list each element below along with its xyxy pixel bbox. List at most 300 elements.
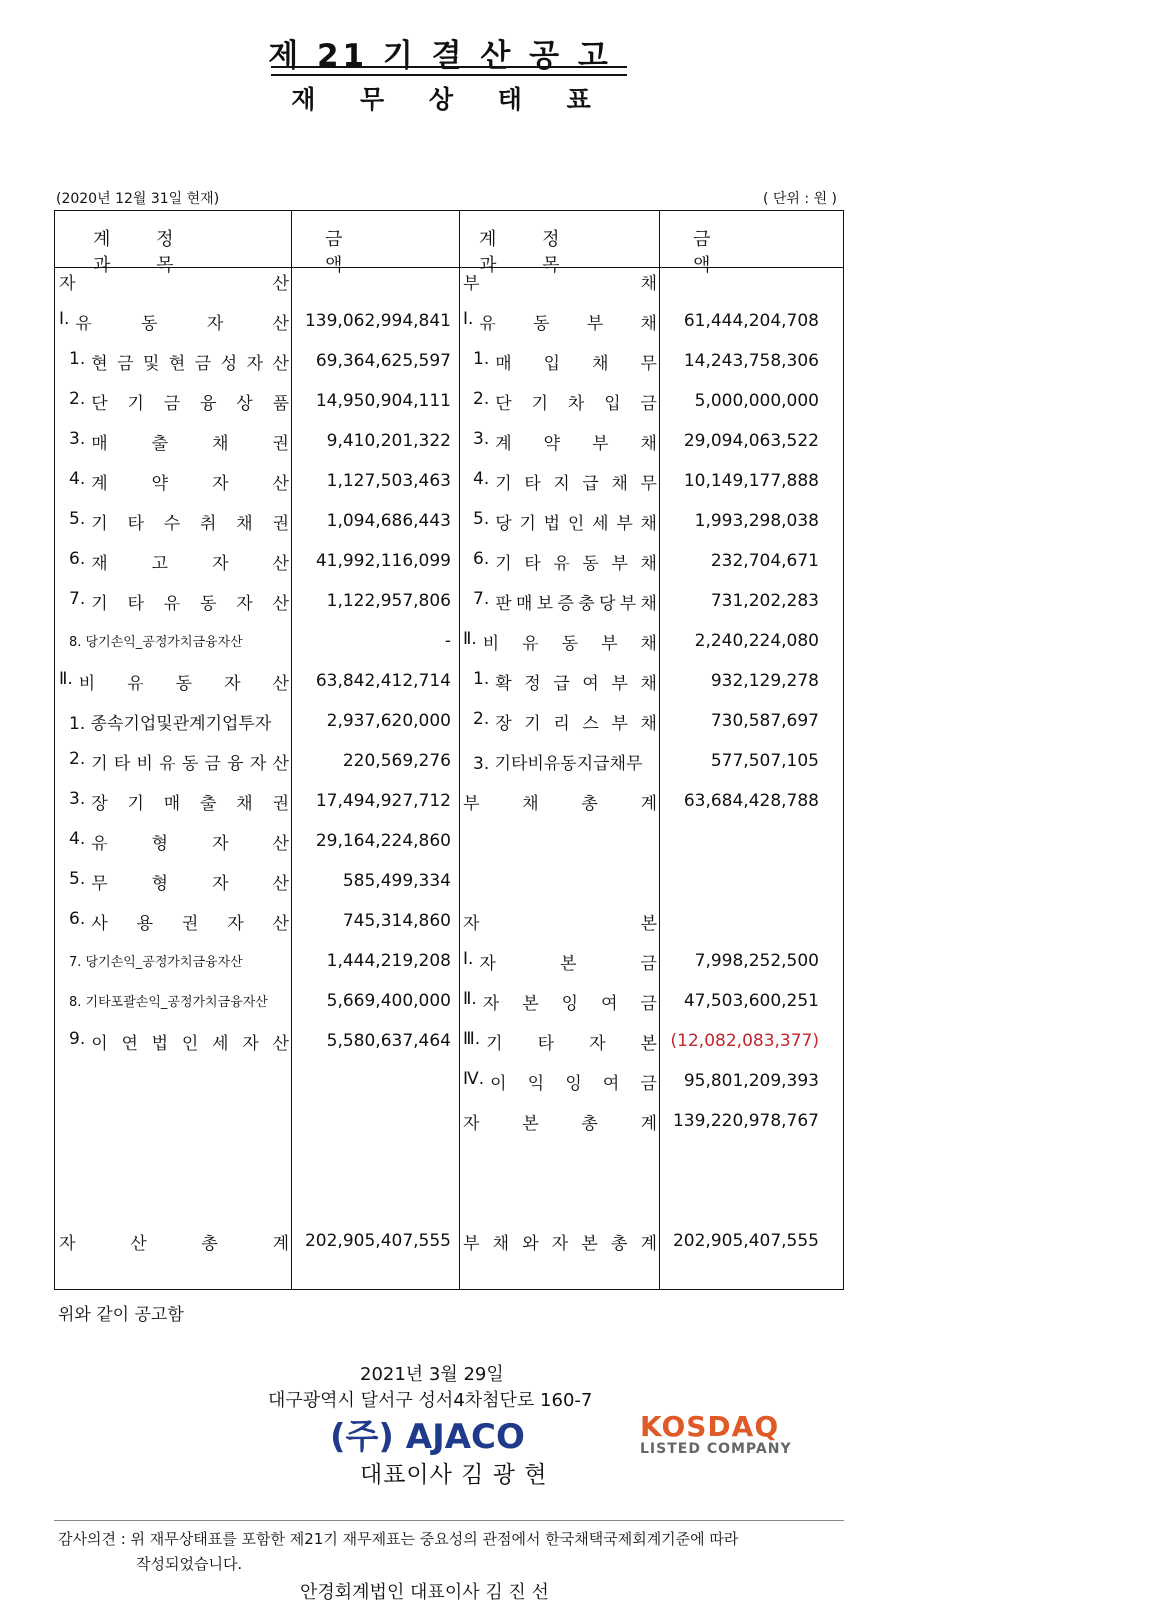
account-word: 채 — [640, 714, 657, 734]
account-words — [486, 1029, 657, 1054]
account-word: 채 — [640, 314, 657, 334]
liab-equity-total-label — [463, 1229, 657, 1254]
account-word: 무 — [640, 354, 657, 374]
account-word: 채 — [236, 514, 253, 534]
account-text — [69, 509, 289, 534]
account-word: 부 — [586, 314, 604, 334]
account-text — [69, 869, 289, 894]
account-text — [473, 389, 657, 414]
as-of-date: (2020년 12월 31일 현재) — [56, 191, 220, 207]
account-word: 자 — [589, 1034, 606, 1054]
account-word: 채 — [640, 274, 657, 294]
account-word: 계 — [640, 1234, 657, 1254]
account-words — [495, 589, 657, 614]
account-word: 금 — [194, 354, 212, 374]
asset-amount: 41,992,116,099 — [315, 551, 451, 571]
liability-amount: 47,503,600,251 — [683, 991, 819, 1011]
account-word: 부 — [463, 1234, 480, 1254]
account-word: 계 — [272, 1234, 289, 1254]
account-text — [463, 989, 657, 1014]
account-word: 유 — [91, 834, 108, 854]
asset-amount: 585,499,334 — [342, 871, 451, 891]
liability-amount: 232,704,671 — [710, 551, 819, 571]
account-prefix: 1. — [69, 349, 86, 369]
account-word: 용 — [136, 914, 153, 934]
asset-account-label — [69, 429, 289, 454]
asset-account-label — [69, 589, 289, 614]
account-word: 유 — [553, 554, 570, 574]
account-text — [69, 429, 289, 454]
account-word: 매 — [495, 354, 512, 374]
account-word: 산 — [272, 834, 289, 854]
account-word: 산 — [130, 1234, 147, 1254]
liability-account-label — [473, 509, 657, 534]
asset-account-label — [69, 349, 289, 374]
liability-amount: 1,993,298,038 — [694, 511, 819, 531]
account-word: 확 — [495, 674, 512, 694]
liability-amount: 61,444,204,708 — [683, 311, 819, 331]
account-words — [495, 349, 657, 374]
liability-amount: 731,202,283 — [710, 591, 819, 611]
account-word: 기 — [91, 594, 108, 614]
account-text — [473, 709, 657, 734]
account-word: 수 — [163, 514, 181, 534]
account-words — [495, 709, 657, 734]
header-amount-right: 금 액 — [693, 229, 771, 276]
account-word: 융 — [200, 394, 217, 414]
asset-account-label — [69, 549, 289, 574]
asset-amount: - — [444, 631, 451, 651]
account-text — [69, 349, 289, 374]
liability-account-label — [463, 629, 657, 654]
liability-account-label — [463, 309, 657, 334]
account-word: 리 — [553, 714, 570, 734]
account-prefix: 5. — [69, 509, 86, 529]
account-word: 자 — [59, 1234, 76, 1254]
account-word: 자 — [463, 1114, 480, 1134]
account-word: 산 — [272, 554, 289, 574]
account-prefix: Ⅱ. — [59, 669, 73, 689]
account-word: 유 — [522, 634, 539, 654]
account-word: 법 — [151, 1034, 169, 1054]
header-amount-left: 금 액 — [325, 229, 403, 276]
account-word: 입 — [543, 354, 561, 374]
account-word: 무 — [91, 874, 108, 894]
account-word: 정 — [524, 674, 541, 694]
account-word: 재 — [91, 554, 108, 574]
footer-divider — [54, 1520, 844, 1521]
account-word: 상 — [236, 394, 253, 414]
account-word: 자 — [236, 594, 253, 614]
asset-amount: 63,842,412,714 — [315, 671, 451, 691]
account-word: 비 — [482, 634, 500, 654]
account-word: 기 — [486, 1034, 503, 1054]
account-word: 산 — [272, 354, 289, 374]
liability-amount: 29,094,063,522 — [683, 431, 819, 451]
account-text — [463, 309, 657, 334]
liability-amount: 63,684,428,788 — [683, 791, 819, 811]
kosdaq-brand: KOSDAQ — [640, 1410, 780, 1443]
account-word: 인 — [181, 1034, 199, 1054]
account-word: 채 — [640, 674, 657, 694]
account-word: 자 — [246, 354, 264, 374]
liability-amount: 7,998,252,500 — [694, 951, 819, 971]
asset-amount: 2,937,620,000 — [326, 711, 451, 731]
account-word: 부 — [601, 634, 618, 654]
account-prefix: 6. — [473, 549, 490, 569]
account-word: 산 — [272, 874, 289, 894]
liab-equity-total-text — [463, 1229, 657, 1254]
asset-amount: 9,410,201,322 — [326, 431, 451, 451]
account-word: 유 — [127, 674, 144, 694]
account-word: 와 — [522, 1234, 539, 1254]
account-word: 채 — [640, 434, 657, 454]
account-word: 보 — [536, 594, 554, 614]
account-word: 계 — [640, 794, 657, 814]
account-word: 부 — [592, 434, 609, 454]
account-words — [495, 469, 657, 494]
account-word: 권 — [181, 914, 199, 934]
account-prefix: 1. — [473, 349, 490, 369]
account-word: 이 — [91, 1034, 108, 1054]
liability-account-label — [463, 1109, 657, 1134]
account-word: 금 — [640, 994, 657, 1014]
account-word: 약 — [543, 434, 561, 454]
liability-amount: 139,220,978,767 — [672, 1111, 819, 1131]
account-word: 채 — [640, 594, 657, 614]
account-word: 사 — [91, 914, 108, 934]
liability-account-label — [473, 549, 657, 574]
account-words — [75, 309, 289, 334]
liability-amount: 932,129,278 — [710, 671, 819, 691]
asset-account-label — [69, 469, 289, 494]
account-word: 부 — [463, 274, 480, 294]
account-word: 동 — [533, 314, 550, 334]
account-word: 동 — [561, 634, 579, 654]
account-word: 금 — [640, 1074, 657, 1094]
liability-amount: 730,587,697 — [710, 711, 819, 731]
account-prefix: Ⅲ. — [463, 1029, 481, 1049]
asset-amount: 29,164,224,860 — [315, 831, 451, 851]
account-word: 산 — [272, 274, 289, 294]
account-word: 잉 — [565, 1074, 582, 1094]
account-word: 금 — [640, 394, 657, 414]
account-text — [69, 909, 289, 934]
account-prefix: Ⅰ. — [463, 309, 474, 329]
account-word: 동 — [582, 554, 599, 574]
account-word: 타 — [127, 594, 144, 614]
account-word: 계 — [495, 434, 512, 454]
asset-amount: 1,444,219,208 — [326, 951, 451, 971]
account-text — [473, 589, 657, 614]
account-word: 융 — [227, 754, 244, 774]
column-divider — [291, 211, 292, 1289]
account-text — [69, 549, 289, 574]
account-text: 3. 기타비유동지급채무 — [473, 754, 643, 774]
liability-account-label — [463, 989, 657, 1014]
liability-amount: (12,082,083,377) — [670, 1031, 819, 1051]
account-text — [69, 589, 289, 614]
account-word: 세 — [592, 514, 609, 534]
account-text — [69, 389, 289, 414]
account-word: 총 — [581, 794, 598, 814]
asset-amount: 1,094,686,443 — [326, 511, 451, 531]
account-text: 1. 종속기업및관계기업투자 — [69, 714, 272, 734]
account-word: 증 — [557, 594, 574, 614]
company-logo-text: (주) AJACO — [330, 1417, 525, 1457]
account-prefix: 2. — [473, 709, 490, 729]
account-words — [490, 1069, 657, 1094]
account-word: 익 — [527, 1074, 545, 1094]
account-word: 법 — [543, 514, 561, 534]
account-words — [91, 549, 289, 574]
account-prefix: 5. — [473, 509, 490, 529]
account-prefix: 6. — [69, 909, 86, 929]
account-text — [69, 469, 289, 494]
account-word: 자 — [212, 834, 229, 854]
account-prefix: 3. — [473, 429, 490, 449]
account-words — [91, 349, 289, 374]
account-text — [473, 429, 657, 454]
account-words — [495, 389, 657, 414]
account-text — [473, 549, 657, 574]
account-words — [91, 589, 289, 614]
account-text — [69, 829, 289, 854]
asset-account-label — [69, 951, 289, 970]
account-word: 산 — [272, 674, 289, 694]
account-words — [91, 749, 289, 774]
liability-account-label — [463, 1029, 657, 1054]
account-text — [59, 669, 289, 694]
account-word: 인 — [567, 514, 585, 534]
account-text — [463, 1029, 657, 1054]
liability-amount: 5,000,000,000 — [694, 391, 819, 411]
account-word: 채 — [640, 514, 657, 534]
account-word: 채 — [592, 354, 609, 374]
account-text — [463, 909, 657, 934]
account-word: 자 — [482, 994, 500, 1014]
account-word: 채 — [640, 634, 657, 654]
account-word: 본 — [559, 954, 577, 974]
liability-account-label — [463, 269, 657, 294]
account-word: 채 — [212, 434, 229, 454]
account-word: 무 — [640, 474, 657, 494]
announcement-date: 2021년 3월 29일 — [360, 1364, 504, 1385]
liability-account-label — [463, 1069, 657, 1094]
account-prefix: 4. — [69, 469, 86, 489]
account-word: 금 — [640, 954, 657, 974]
kosdaq-badge — [640, 1410, 792, 1457]
account-prefix: Ⅰ. — [59, 309, 70, 329]
account-word: 자 — [227, 914, 244, 934]
account-word: 금 — [163, 394, 181, 414]
account-prefix: 2. — [69, 389, 86, 409]
account-word: 차 — [567, 394, 585, 414]
audit-opinion-line2: 작성되었습니다. — [136, 1555, 243, 1573]
liability-account-label — [473, 749, 657, 774]
account-word: 유 — [75, 314, 92, 334]
account-word: 권 — [272, 434, 289, 454]
balance-sheet-table — [54, 210, 844, 1290]
account-word: 여 — [602, 1074, 620, 1094]
account-word: 자 — [212, 874, 229, 894]
account-words — [91, 509, 289, 534]
account-words — [479, 949, 657, 974]
liability-amount: 10,149,177,888 — [683, 471, 819, 491]
account-word: 자 — [206, 314, 224, 334]
account-text: 8. 기타포괄손익_공정가치금융자산 — [69, 995, 268, 1010]
auditor-name: 안경회계법인 대표이사 김 진 선 — [300, 1582, 549, 1603]
account-prefix: 2. — [473, 389, 490, 409]
account-word: 자 — [479, 954, 496, 974]
account-word: 자 — [551, 1234, 569, 1254]
account-word: 산 — [272, 474, 289, 494]
account-word: 현 — [168, 354, 186, 374]
account-word: 당 — [598, 594, 616, 614]
account-word: 총 — [581, 1114, 598, 1134]
asset-amount: 5,580,637,464 — [326, 1031, 451, 1051]
account-words — [91, 909, 289, 934]
account-word: 타 — [524, 474, 541, 494]
account-prefix: 3. — [69, 789, 86, 809]
account-word: 세 — [212, 1034, 229, 1054]
account-text — [59, 269, 289, 294]
liability-amount: 2,240,224,080 — [694, 631, 819, 651]
account-words — [91, 789, 289, 814]
account-words — [495, 549, 657, 574]
account-word: 입 — [604, 394, 621, 414]
audit-opinion-line1: 감사의견 : 위 재무상태표를 포함한 제21기 재무제표는 중요성의 관점에서 한국채택국제회계기준에 따라 — [58, 1530, 739, 1548]
asset-account-label — [59, 669, 289, 694]
account-text — [69, 789, 289, 814]
account-word: 본 — [522, 994, 539, 1014]
asset-amount: 17,494,927,712 — [315, 791, 451, 811]
asset-amount: 69,364,625,597 — [315, 351, 451, 371]
account-word: 매 — [91, 434, 108, 454]
account-word: 총 — [610, 1234, 628, 1254]
account-word: 출 — [151, 434, 169, 454]
liability-account-label — [463, 949, 657, 974]
account-prefix: 4. — [473, 469, 490, 489]
account-prefix: Ⅳ. — [463, 1069, 485, 1089]
account-word: 기 — [519, 514, 536, 534]
asset-amount: 139,062,994,841 — [304, 311, 451, 331]
account-word: 계 — [640, 1114, 657, 1134]
account-word: 기 — [91, 754, 108, 774]
account-word: 자 — [59, 274, 76, 294]
account-text — [463, 1109, 657, 1134]
account-words — [495, 509, 657, 534]
asset-amount: 5,669,400,000 — [326, 991, 451, 1011]
liability-amount: 95,801,209,393 — [683, 1071, 819, 1091]
asset-amount: 220,569,276 — [342, 751, 451, 771]
account-word: 이 — [490, 1074, 507, 1094]
account-text — [69, 749, 289, 774]
liability-account-label — [473, 669, 657, 694]
account-word: 부 — [611, 554, 628, 574]
liability-amount: 14,243,758,306 — [683, 351, 819, 371]
account-word: 및 — [143, 354, 160, 374]
account-word: 약 — [151, 474, 169, 494]
account-words — [91, 829, 289, 854]
account-word: 자 — [212, 474, 229, 494]
account-prefix: 5. — [69, 869, 86, 889]
header-account-left: 계 정 과 목 — [93, 229, 194, 276]
account-word: 자 — [249, 754, 267, 774]
account-word: 급 — [553, 674, 570, 694]
asset-account-label — [69, 389, 289, 414]
account-word: 채 — [492, 1234, 510, 1254]
assets-total-text — [59, 1229, 289, 1254]
account-word: 타 — [537, 1034, 555, 1054]
account-word: 기 — [495, 474, 512, 494]
account-word: 본 — [640, 914, 657, 934]
account-word: 자 — [212, 554, 229, 574]
asset-account-label — [69, 909, 289, 934]
account-word: 기 — [127, 394, 144, 414]
account-word: 기 — [524, 714, 541, 734]
account-word: 산 — [272, 594, 289, 614]
liability-amount: 577,507,105 — [710, 751, 819, 771]
account-prefix: Ⅰ. — [463, 949, 474, 969]
account-word: 타 — [524, 554, 541, 574]
account-prefix: 9. — [69, 1029, 86, 1049]
header-account-right: 계 정 과 목 — [479, 229, 580, 276]
account-word: 유 — [163, 594, 181, 614]
account-word: 동 — [181, 754, 199, 774]
account-word: 채 — [640, 554, 657, 574]
account-text — [473, 469, 657, 494]
account-prefix: 1. — [473, 669, 490, 689]
account-word: 잉 — [561, 994, 579, 1014]
liability-account-label — [473, 469, 657, 494]
account-word: 단 — [495, 394, 512, 414]
account-word: 부 — [619, 594, 637, 614]
notice-title: 제 21 기 결 산 공 고 — [268, 38, 612, 74]
account-prefix: Ⅱ. — [463, 629, 477, 649]
account-word: 부 — [616, 514, 633, 534]
account-word: 채 — [611, 474, 628, 494]
account-text: 7. 당기손익_공정가치금융자산 — [69, 955, 243, 970]
account-word: 여 — [582, 674, 599, 694]
company-logo — [330, 1408, 620, 1460]
asset-account-label — [69, 869, 289, 894]
account-word: 장 — [495, 714, 512, 734]
liab-equity-total-amount: 202,905,407,555 — [672, 1231, 819, 1251]
account-word: 형 — [151, 834, 169, 854]
asset-amount: 1,122,957,806 — [326, 591, 451, 611]
account-word: 타 — [127, 514, 144, 534]
account-text — [463, 629, 657, 654]
announcement-note: 위와 같이 공고함 — [58, 1305, 184, 1325]
account-words — [483, 989, 657, 1014]
account-words — [495, 669, 657, 694]
account-word: 자 — [242, 1034, 259, 1054]
account-prefix: 3. — [69, 429, 86, 449]
account-word: 채 — [236, 794, 253, 814]
company-address: 대구광역시 달서구 성서4차첨단로 160-7 — [268, 1390, 593, 1411]
asset-amount: 14,950,904,111 — [315, 391, 451, 411]
account-word: 연 — [121, 1034, 138, 1054]
unit-label: ( 단위 : 원 ) — [763, 191, 838, 207]
account-word: 매 — [515, 594, 533, 614]
account-prefix: 4. — [69, 829, 86, 849]
asset-account-label — [69, 991, 289, 1010]
liability-account-label — [463, 909, 657, 934]
liability-account-label — [463, 789, 657, 814]
account-word: 동 — [200, 594, 217, 614]
account-word: 금 — [117, 354, 134, 374]
